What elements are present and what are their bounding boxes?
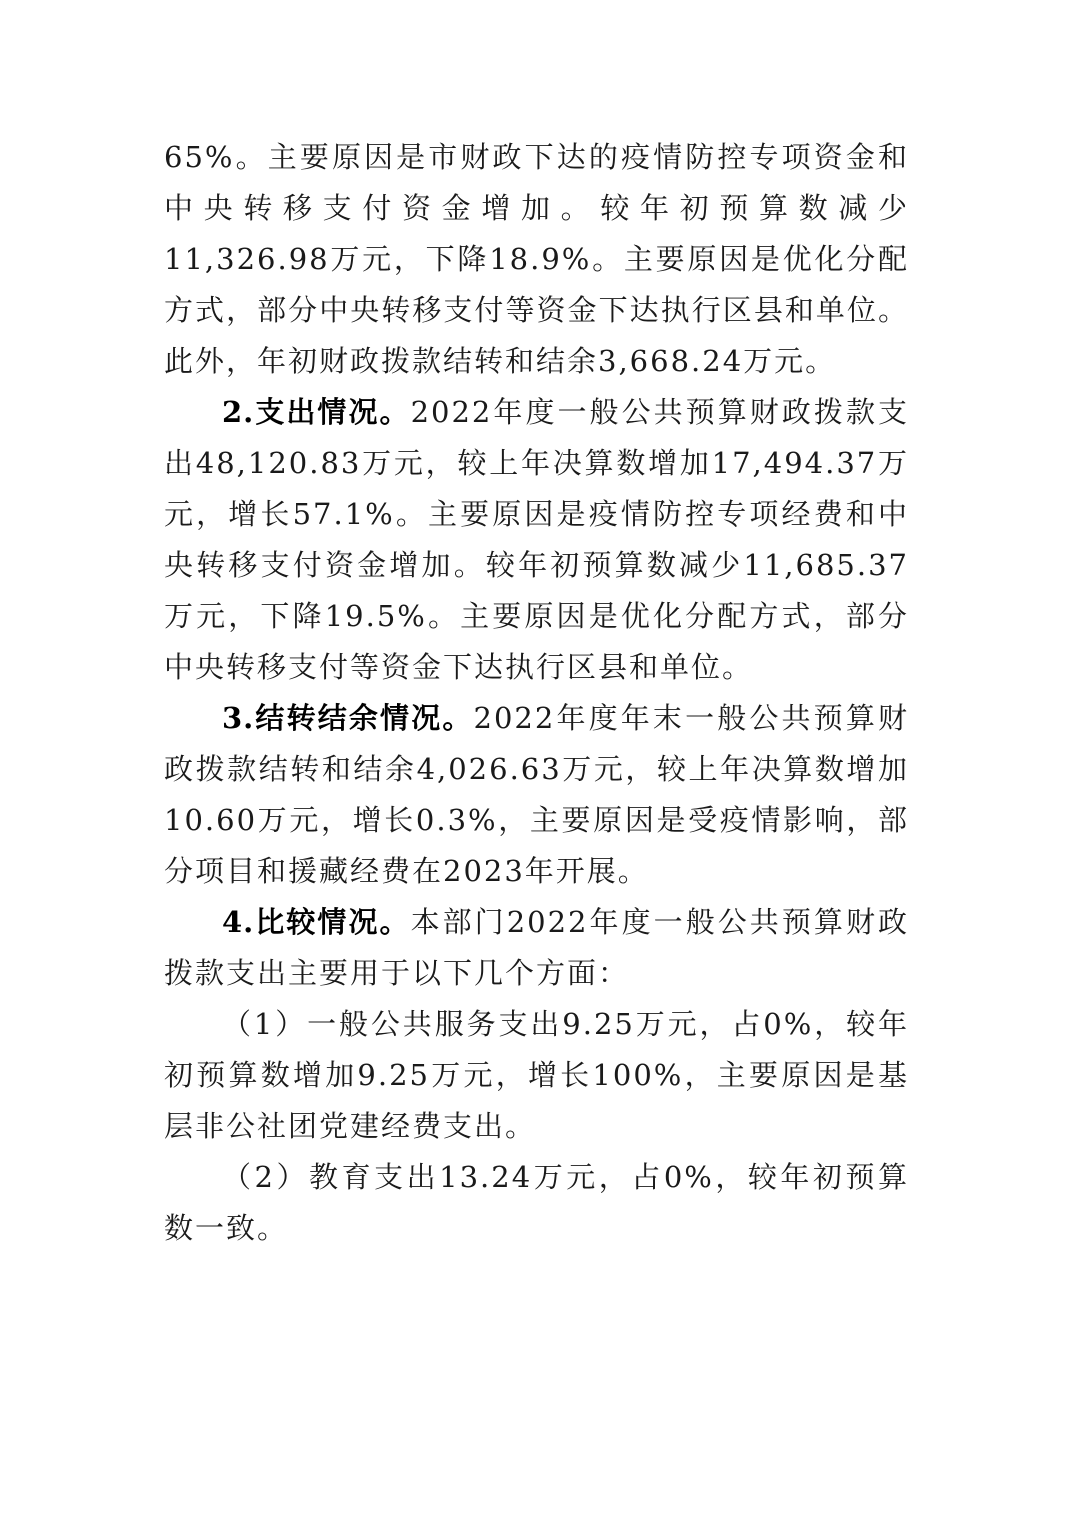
paragraph-carryover [164, 693, 909, 897]
paragraph-comparison [164, 897, 909, 999]
paragraph-text: 本部门2022年度一般公共预算财政拨款支出主要用于以下几个方面： [164, 905, 909, 990]
paragraph-text: （2）教育支出13.24万元，占0%，较年初预算数一致。 [164, 1160, 909, 1245]
paragraph-text: （1）一般公共服务支出9.25万元，占0%，较年初预算数增加9.25万元，增长100%，主要原因是基层非公社团党建经费支出。 [164, 1007, 909, 1143]
document-body [164, 132, 909, 1254]
paragraph-text: 2022年度一般公共预算财政拨款支出48,120.83万元，较上年决算数增加17,494.37万元，增长57.1%。主要原因是疫情防控专项经费和中央转移支付资金增加。较年初预算数减少11,685.37万元，下降19.5%。主要原因是优化分配方式，部分中央转移支付等资金下达执行区县和单位。 [164, 395, 909, 684]
paragraph-text: 2022年度年末一般公共预算财政拨款结转和结余4,026.63万元，较上年决算数增加10.60万元，增长0.3%，主要原因是受疫情影响，部分项目和援藏经费在2023年开展。 [164, 701, 909, 888]
section-heading-comparison: 4.比较情况。 [222, 905, 411, 939]
paragraph-text: 65%。主要原因是市财政下达的疫情防控专项资金和中央转移支付资金增加。较年初预算数减少11,326.98万元，下降18.9%。主要原因是优化分配方式，部分中央转移支付等资金下达执行区县和单位。此外，年初财政拨款结转和结余3,668.24万元。 [164, 140, 909, 378]
paragraph-item-general-services [164, 999, 909, 1152]
paragraph-item-education [164, 1152, 909, 1254]
paragraph-expenditure [164, 387, 909, 693]
paragraph-revenue-continuation [164, 132, 909, 387]
section-heading-carryover: 3.结转结余情况。 [222, 701, 474, 735]
section-heading-expenditure: 2.支出情况。 [222, 395, 411, 429]
